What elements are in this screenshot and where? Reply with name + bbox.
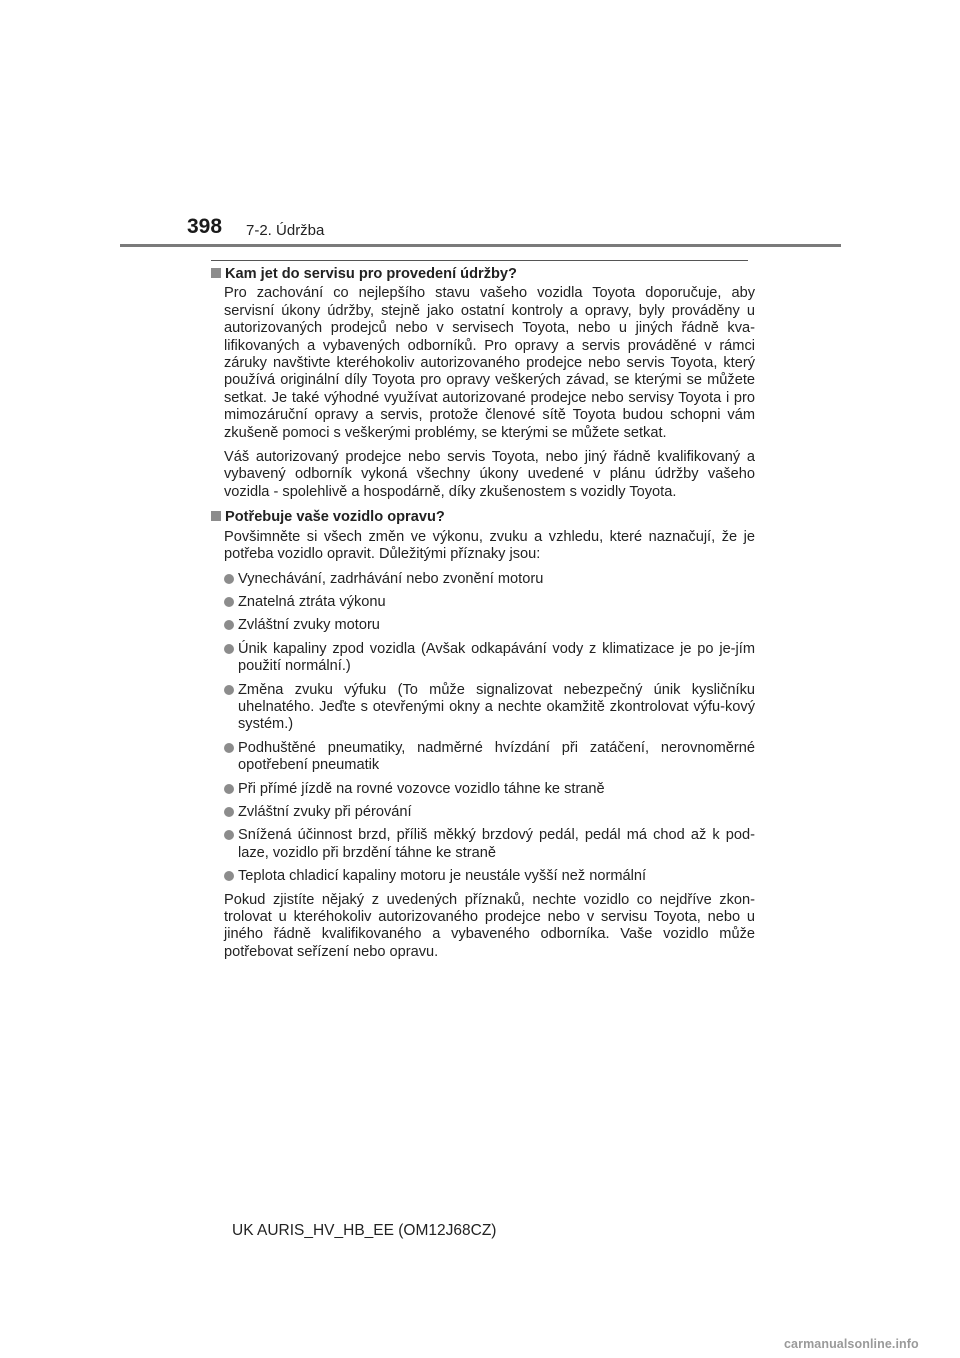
page-number: 398 xyxy=(187,215,223,238)
paragraph: Pro zachování co nejlepšího stavu vašeho vozidla Toyota doporučuje, aby servisní úkony údržby, stejně jako ostatní kontroly a opravy, byly prováděny u autorizovaných prodejců nebo v servisech Toyota, nebo u jiných řádně kva-lifikovaných a vybavených odborníků. Pro opravy a servis prováděné v rámci záruky navštivte kteréhokoliv autorizovaného prodejce nebo servis Toyota, který používá originální díly Toyota pro opravy veškerých závad, se kterými se můžete setkat. Je také výhodné využívat autorizované prodejce nebo servisy Toyota i pro mimozáruční opravy a servis, protože členové sítě Toyota budou schopni vám zkušeně pomoci s veškerými problémy, se kterými se můžete setkat. xyxy=(224,285,755,441)
section-where-service xyxy=(211,266,755,501)
list-item xyxy=(224,682,755,734)
list-item xyxy=(224,804,755,821)
intro-paragraph: Povšimněte si všech změn ve výkonu, zvuku a vzhledu, které naznačují, že je potřeba vozidlo opravit. Důležitými příznaky jsou: xyxy=(224,528,755,563)
section-title-text: Potřebuje vaše vozidlo opravu? xyxy=(225,509,445,526)
header-divider xyxy=(120,244,841,247)
paragraph: Váš autorizovaný prodejce nebo servis Toyota, nebo jiný řádně kvalifikovaný a vybavený odborník vykoná všechny úkony uvedené v plánu údržby vašeho vozidla - spolehlivě a hospodárně, díky zkušenostem s vozidly Toyota. xyxy=(224,449,755,500)
section-title xyxy=(211,266,755,283)
circle-bullet-icon xyxy=(224,597,234,607)
list-item-text: Snížená účinnost brzd, příliš měkký brzdový pedál, pedál má chod až k pod-laze, vozidlo při brzdění táhne ke straně xyxy=(238,827,755,861)
list-item xyxy=(224,641,755,676)
list-item xyxy=(224,868,755,885)
symptom-list xyxy=(224,571,755,886)
square-bullet-icon xyxy=(211,511,221,521)
list-item-text: Vynechávání, zadrhávání nebo zvonění motoru xyxy=(238,570,544,587)
square-bullet-icon xyxy=(211,268,221,278)
list-item xyxy=(224,781,755,798)
list-item xyxy=(224,594,755,611)
circle-bullet-icon xyxy=(224,574,234,584)
list-item-text: Podhuštěné pneumatiky, nadměrné hvízdání při zatáčení, nerovnoměrné opotřebení pneumatik xyxy=(238,739,755,774)
list-item xyxy=(224,571,755,588)
page-header xyxy=(0,0,960,250)
page-content xyxy=(211,266,755,969)
list-item-text: Při přímé jízdě na rovné vozovce vozidlo táhne ke straně xyxy=(238,780,605,797)
circle-bullet-icon xyxy=(224,620,234,630)
closing-paragraph: Pokud zjistíte nějaký z uvedených příznaků, nechte vozidlo co nejdříve zkon-trolovat u kteréhokoliv autorizovaného prodejce nebo v servisu Toyota, nebo u jiného řádně kvalifikovaného a vybaveného odborníka. Vaše vozidlo může potřebovat seřízení nebo opravu. xyxy=(224,891,755,960)
circle-bullet-icon xyxy=(224,685,234,695)
section-title xyxy=(211,509,755,526)
section-title-text: Kam jet do servisu pro provedení údržby? xyxy=(225,266,517,282)
circle-bullet-icon xyxy=(224,807,234,817)
list-item xyxy=(224,827,755,862)
section-needs-repair xyxy=(211,509,755,961)
list-item-text: Teplota chladicí kapaliny motoru je neustále vyšší než normální xyxy=(238,868,647,885)
list-item-text: Únik kapaliny zpod vozidla (Avšak odkapávání vody z klimatizace je po je-jím použití normální.) xyxy=(238,640,755,675)
circle-bullet-icon xyxy=(224,743,234,753)
list-item-text: Zvláštní zvuky motoru xyxy=(238,617,380,634)
list-item xyxy=(224,617,755,634)
circle-bullet-icon xyxy=(224,871,234,881)
circle-bullet-icon xyxy=(224,644,234,654)
chapter-title: 7-2. Údržba xyxy=(246,222,325,239)
circle-bullet-icon xyxy=(224,784,234,794)
circle-bullet-icon xyxy=(224,830,234,840)
content-top-divider xyxy=(211,260,748,261)
list-item-text: Změna zvuku výfuku (To může signalizovat nebezpečný únik kysličníku uhelnatého. Jeďte s otevřenými okny a nechte okamžitě zkontrolovat výfu-kový systém.) xyxy=(238,681,755,733)
list-item xyxy=(224,740,755,775)
list-item-text: Zvláštní zvuky při pérování xyxy=(238,803,412,820)
list-item-text: Znatelná ztráta výkonu xyxy=(238,593,386,610)
site-watermark[interactable]: carmanualsonline.info xyxy=(784,1337,919,1351)
model-code-footer: UK AURIS_HV_HB_EE (OM12J68CZ) xyxy=(232,1222,497,1239)
